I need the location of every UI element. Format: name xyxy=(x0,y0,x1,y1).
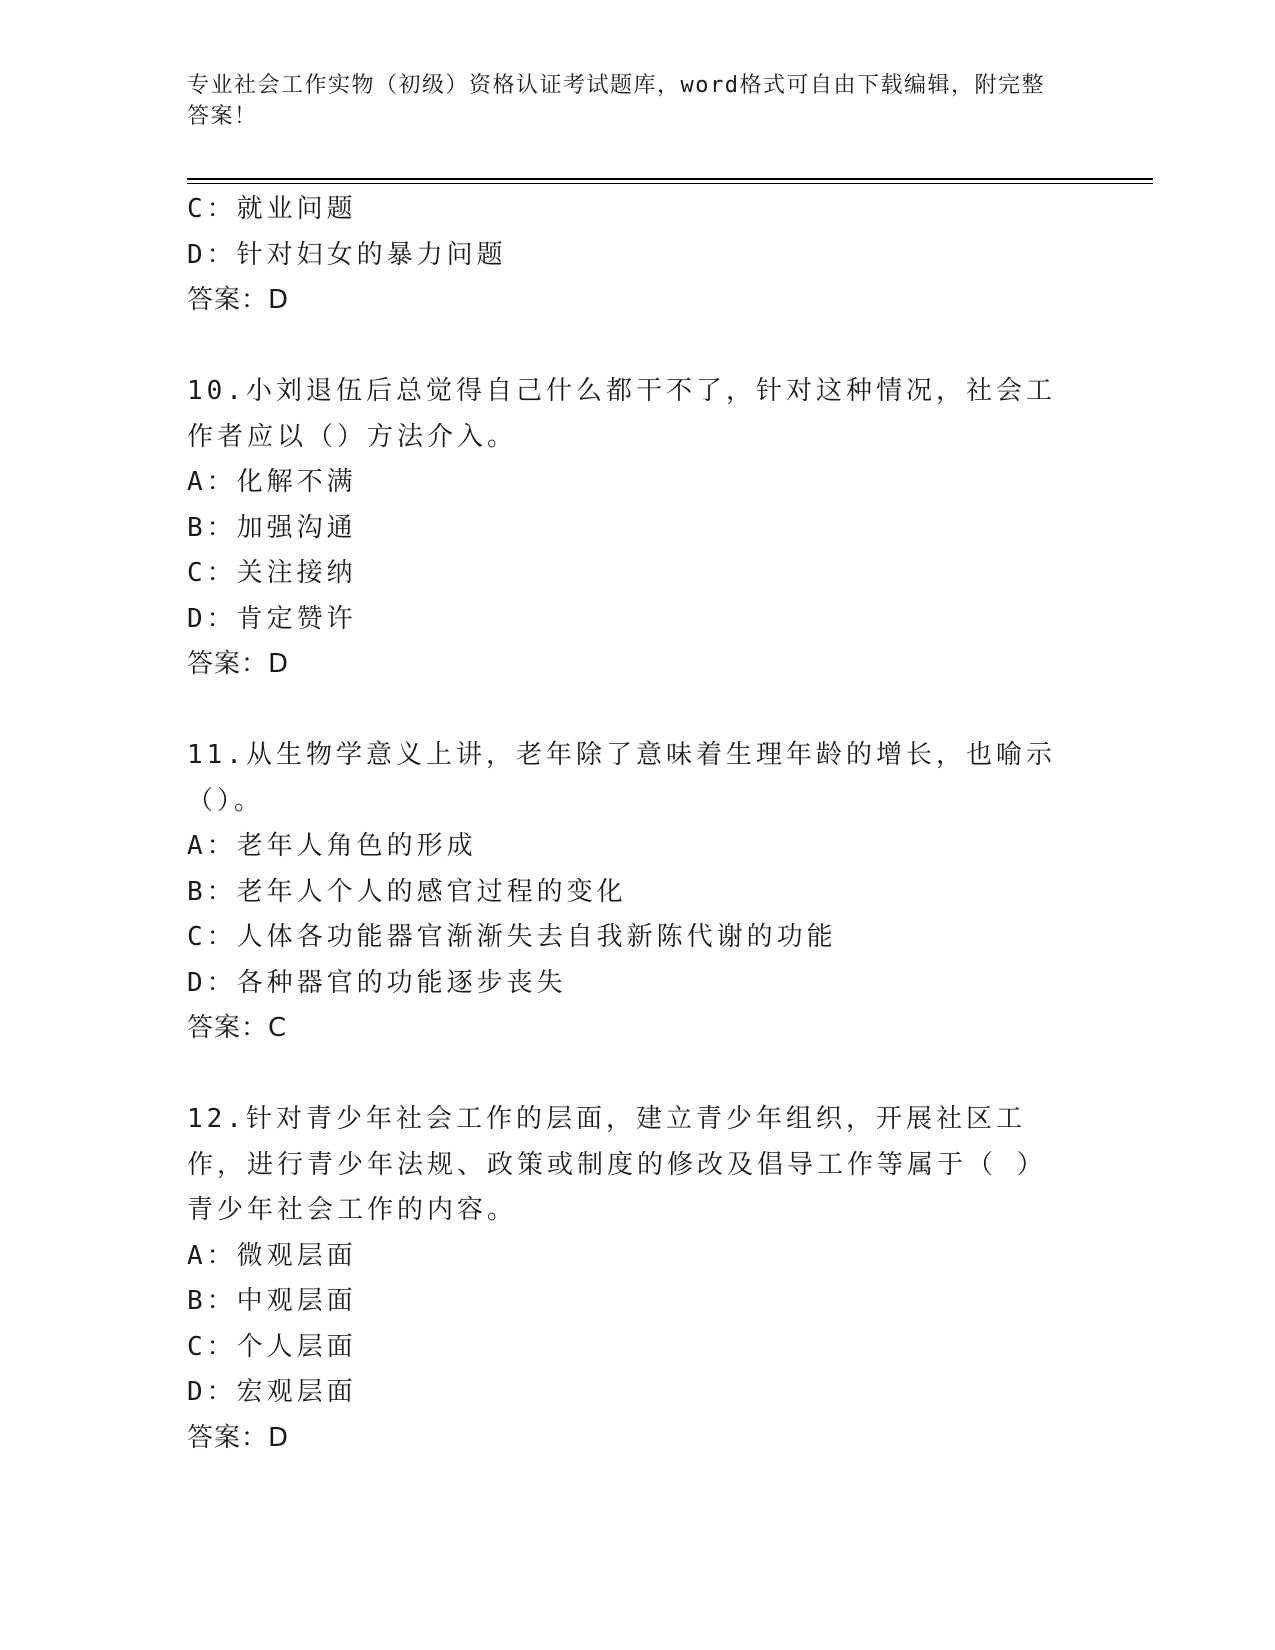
question-9-continued xyxy=(187,187,1087,324)
question-10 xyxy=(187,369,1087,688)
header-divider-thick xyxy=(187,178,1153,180)
option-letter: A： xyxy=(187,831,237,861)
option-letter: D： xyxy=(187,603,237,634)
option-b xyxy=(187,1279,1087,1325)
option-text: 微观层面 xyxy=(236,1240,357,1271)
option-letter: D： xyxy=(187,967,237,998)
option-c xyxy=(187,915,1087,961)
answer-line: 答案：D xyxy=(187,649,290,679)
spacer xyxy=(187,1052,1087,1098)
option-letter: C： xyxy=(187,194,237,224)
option-text: 个人层面 xyxy=(236,1331,357,1362)
option-text: 肯定赞许 xyxy=(236,603,357,634)
spacer xyxy=(187,324,1087,370)
option-text: 各种器官的功能逐步丧失 xyxy=(236,967,567,998)
question-stem: 12.针对青少年社会工作的层面，建立青少年组织，开展社区工作，进行青少年法规、政策或制度的修改及倡导工作等属于（ ）青少年社会工作的内容。 xyxy=(187,1104,1047,1225)
option-letter: C： xyxy=(187,1331,237,1362)
option-c xyxy=(187,187,1087,233)
option-c xyxy=(187,551,1087,597)
option-d xyxy=(187,597,1087,643)
option-text: 针对妇女的暴力问题 xyxy=(236,239,507,270)
answer-line: 答案：D xyxy=(187,1422,290,1453)
option-letter: B： xyxy=(187,512,237,543)
option-text: 老年人个人的感官过程的变化 xyxy=(236,876,627,907)
header-divider-thin xyxy=(187,183,1153,184)
answer-line: 答案：D xyxy=(187,285,290,315)
option-a xyxy=(187,460,1087,506)
option-text: 宏观层面 xyxy=(236,1377,357,1407)
spacer xyxy=(187,688,1087,734)
option-a xyxy=(187,1234,1087,1280)
question-11 xyxy=(187,733,1087,1052)
option-d xyxy=(187,1370,1087,1416)
option-text: 化解不满 xyxy=(236,467,357,497)
option-text: 就业问题 xyxy=(236,194,357,224)
question-stem: 11.从生物学意义上讲，老年除了意味着生理年龄的增长，也喻示（）。 xyxy=(187,740,1056,816)
option-letter: A： xyxy=(187,1240,237,1271)
option-text: 中观层面 xyxy=(236,1286,357,1316)
question-12 xyxy=(187,1097,1087,1461)
option-c xyxy=(187,1325,1087,1371)
option-b xyxy=(187,506,1087,552)
option-letter: B： xyxy=(187,876,237,907)
question-list xyxy=(187,187,1087,1461)
option-letter: C： xyxy=(187,922,237,952)
question-stem: 10.小刘退伍后总觉得自己什么都干不了，针对这种情况，社会工作者应以（）方法介入。 xyxy=(187,376,1056,452)
option-d xyxy=(187,961,1087,1007)
option-text: 关注接纳 xyxy=(236,558,357,588)
answer-line: 答案：C xyxy=(187,1013,288,1043)
option-a xyxy=(187,824,1087,870)
option-letter: A： xyxy=(187,467,237,497)
option-text: 老年人角色的形成 xyxy=(236,831,477,861)
option-text: 人体各功能器官渐渐失去自我新陈代谢的功能 xyxy=(236,922,837,952)
option-text: 加强沟通 xyxy=(236,512,357,543)
option-letter: D： xyxy=(187,1377,237,1407)
page-header: 专业社会工作实物（初级）资格认证考试题库，word格式可自由下载编辑，附完整答案！ xyxy=(187,73,1045,129)
option-d xyxy=(187,233,1087,279)
option-letter: C： xyxy=(187,558,237,588)
option-letter: B： xyxy=(187,1286,237,1316)
option-b xyxy=(187,870,1087,916)
option-letter: D： xyxy=(187,239,237,270)
